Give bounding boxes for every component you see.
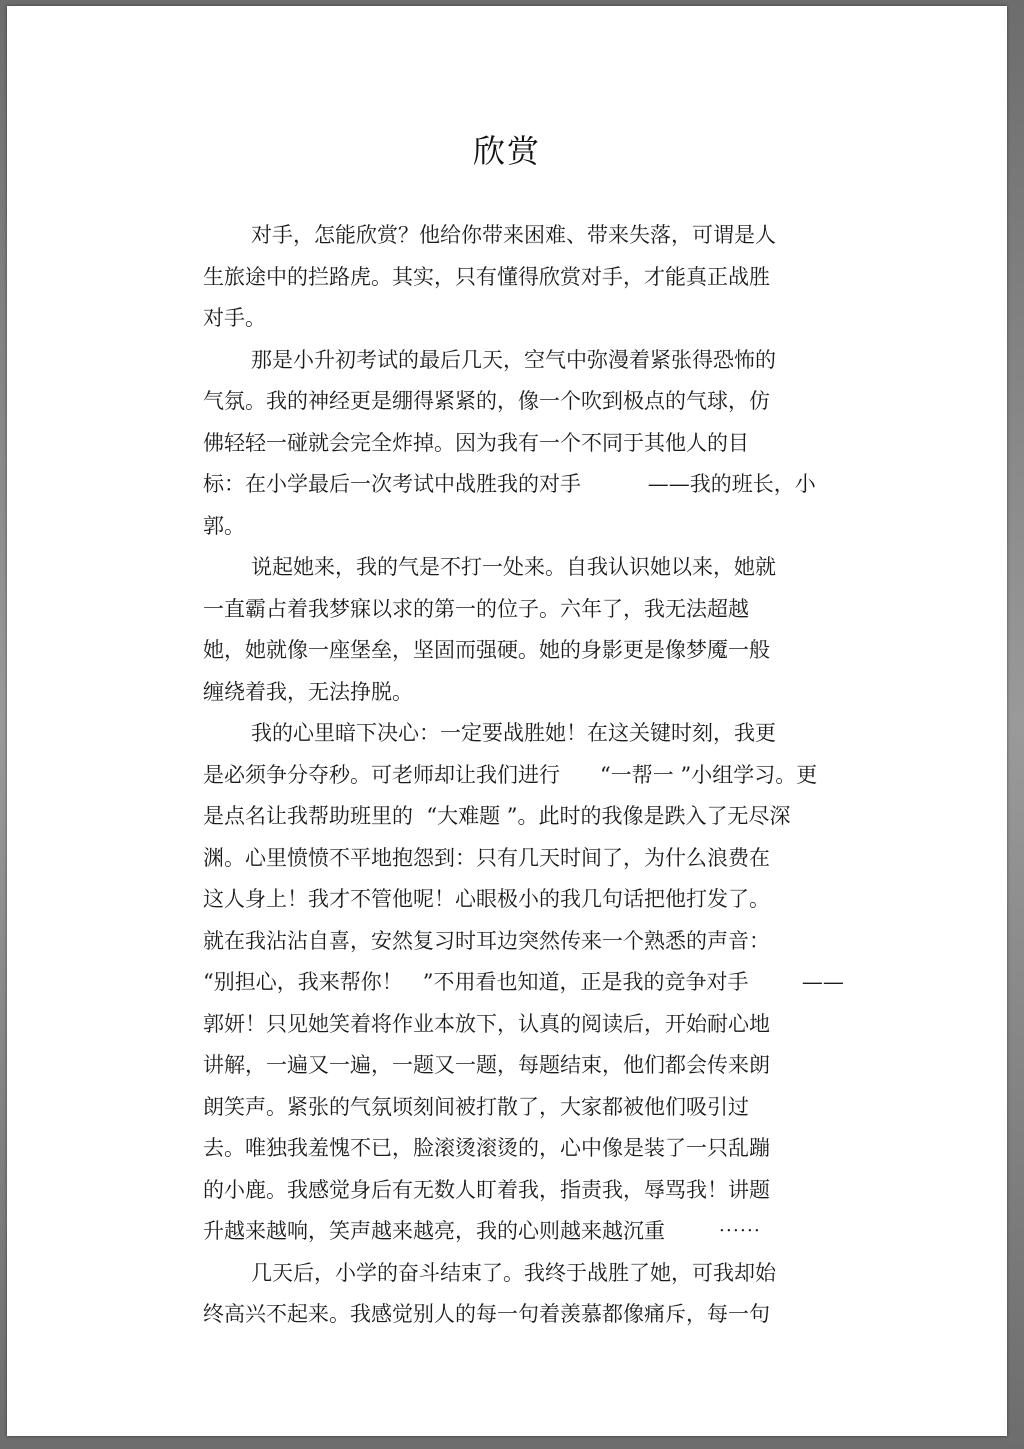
text-line: 的小鹿。我感觉身后有无数人盯着我，指责我，辱骂我！讲题 — [203, 1178, 770, 1202]
text-line: 就在我沾沾自喜，安然复习时耳边突然传来一个熟悉的声音： — [203, 929, 770, 953]
text-line: 生旅途中的拦路虎。其实，只有懂得欣赏对手，才能真正战胜 — [203, 265, 770, 289]
text-line: “别担心，我来帮你！ ”不用看也知道，正是我的竞争对手 —— — [203, 970, 844, 994]
text-line: 那是小升初考试的最后几天，空气中弥漫着紧张得恐怖的 — [251, 348, 776, 372]
text-line: 对手。 — [203, 306, 266, 330]
text-line: 气氛。我的神经更是绷得紧紧的，像一个吹到极点的气球，仿 — [203, 389, 770, 413]
text-line: 标：在小学最后一次考试中战胜我的对手 ——我的班长，小 — [203, 472, 816, 496]
text-line: 是点名让我帮助班里的 “大难题 ”。此时的我像是跌入了无尽深 — [203, 804, 791, 828]
text-line: 她，她就像一座堡垒，坚固而强硬。她的身影更是像梦魇一般 — [203, 638, 770, 662]
text-line: 说起她来，我的气是不打一处来。自我认识她以来，她就 — [251, 555, 776, 579]
text-line: 渊。心里愤愤不平地抱怨到：只有几天时间了，为什么浪费在 — [203, 846, 770, 870]
document-page — [7, 6, 1007, 1436]
text-line: 升越来越响，笑声越来越亮，我的心则越来越沉重 ⋯⋯ — [203, 1219, 761, 1243]
text-line: 郭妍！只见她笑着将作业本放下，认真的阅读后，开始耐心地 — [203, 1012, 770, 1036]
text-line: 终高兴不起来。我感觉别人的每一句着羡慕都像痛斥，每一句 — [203, 1302, 770, 1326]
page-title: 欣赏 — [472, 132, 541, 170]
text-line: 是必须争分夺秒。可老师却让我们进行 “一帮一 ”小组学习。更 — [203, 763, 818, 787]
text-line: 这人身上！我才不管他呢！心眼极小的我几句话把他打发了。 — [203, 887, 770, 911]
text-line: 朗笑声。紧张的气氛顷刻间被打散了，大家都被他们吸引过 — [203, 1095, 749, 1119]
text-line: 郭。 — [203, 514, 245, 538]
text-line: 去。唯独我羞愧不已，脸滚烫滚烫的，心中像是装了一只乱蹦 — [203, 1136, 770, 1160]
text-line: 佛轻轻一碰就会完全炸掉。因为我有一个不同于其他人的目 — [203, 431, 749, 455]
text-line: 一直霸占着我梦寐以求的第一的位子。六年了，我无法超越 — [203, 597, 749, 621]
text-line: 对手，怎能欣赏？他给你带来困难、带来失落，可谓是人 — [251, 223, 776, 247]
text-line: 缠绕着我，无法挣脱。 — [203, 680, 413, 704]
text-line: 几天后，小学的奋斗结束了。我终于战胜了她，可我却始 — [251, 1261, 776, 1285]
text-line: 我的心里暗下决心：一定要战胜她！在这关键时刻，我更 — [251, 721, 776, 745]
text-line: 讲解，一遍又一遍，一题又一题，每题结束，他们都会传来朗 — [203, 1053, 770, 1077]
